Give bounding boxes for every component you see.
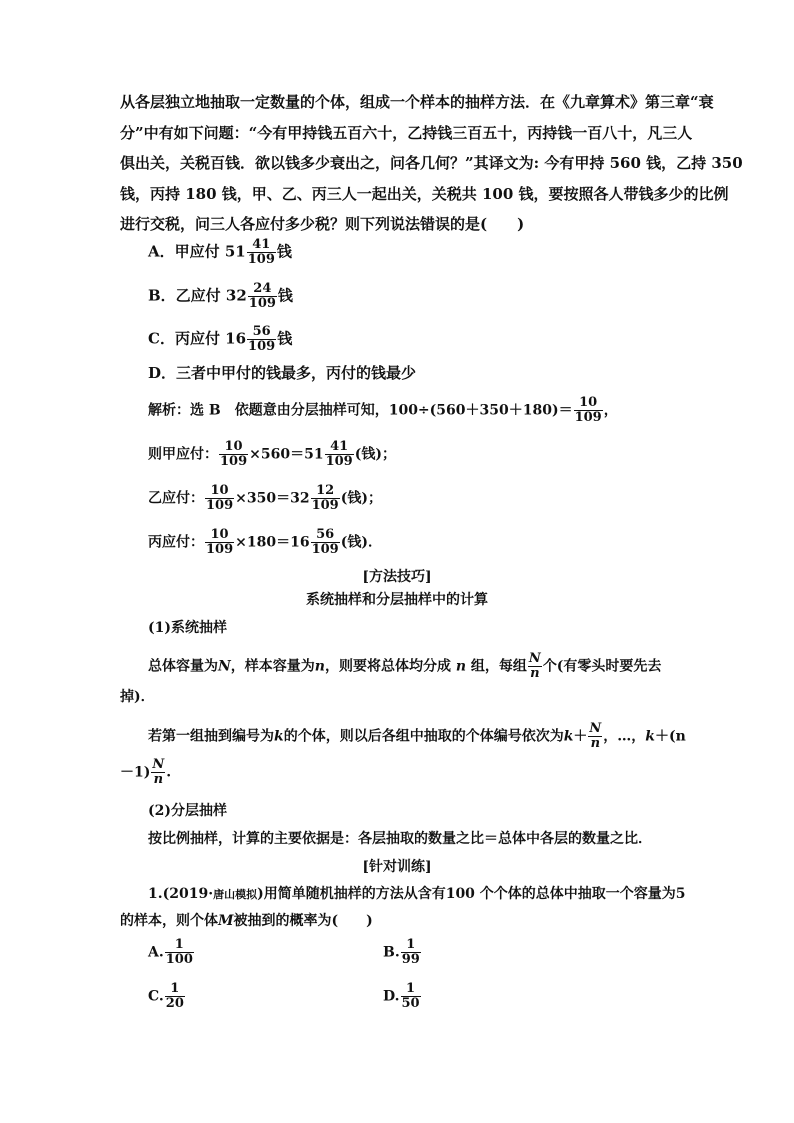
practice-question-line-1 bbox=[148, 883, 686, 906]
solution-bing-a-den: 109 bbox=[206, 542, 234, 557]
intro-line-3: 俱出关，关税百钱．欲以钱多少衰出之，问各几何？”其译文为: 今有甲持 560 钱，乙持 350 bbox=[120, 154, 743, 172]
method-sys-frac2-den: n bbox=[588, 736, 602, 751]
method-sys-para-2-line-2 bbox=[120, 758, 171, 787]
option-a-num: 41 bbox=[252, 237, 271, 252]
option-c-fraction bbox=[247, 325, 276, 354]
solution-line-1-suffix: ， bbox=[603, 402, 618, 419]
solution-yi-fraction-b bbox=[311, 484, 340, 513]
choice-c-label: C. bbox=[148, 988, 164, 1005]
method-sys-frac-num: N bbox=[528, 651, 541, 666]
choice-d-label: D. bbox=[383, 988, 400, 1005]
choice-c-fraction bbox=[165, 982, 185, 1011]
choice-a bbox=[148, 938, 195, 967]
method-sys-frac3-num: N bbox=[152, 757, 165, 772]
solution-jia-mid: ×560＝51 bbox=[249, 446, 324, 463]
option-c-num: 56 bbox=[252, 324, 271, 339]
choice-a-num: 1 bbox=[174, 937, 184, 952]
solution-yi bbox=[148, 484, 382, 513]
choice-d-num: 1 bbox=[406, 981, 416, 996]
method-strat-text: 按比例抽样，计算的主要依据是：各层抽取的数量之比＝总体中各层的数量之比． bbox=[148, 831, 652, 847]
method-sys-p2-d: ，…， bbox=[603, 728, 646, 745]
choice-d-den: 50 bbox=[401, 996, 420, 1011]
practice-q-line2-b: 被抽到的概率为( ) bbox=[233, 913, 373, 929]
method-sys-p1-e: 个(有零头时要先去 bbox=[542, 658, 662, 675]
intro-line-5: 进行交税，问三人各应付多少税？则下列说法错误的是( ) bbox=[120, 215, 525, 233]
practice-heading: [针对训练] bbox=[362, 859, 432, 875]
solution-ratio-num: 10 bbox=[579, 395, 598, 410]
solution-bing-label: 丙应付： bbox=[148, 534, 204, 551]
solution-yi-fraction-a bbox=[205, 484, 234, 513]
method-heading: [方法技巧] bbox=[362, 569, 432, 585]
method-sys-p1-b: ，样本容量为 bbox=[230, 658, 315, 675]
method-sys-n-2: n bbox=[455, 658, 467, 675]
practice-q-source: 唐山模拟 bbox=[213, 888, 258, 901]
solution-line-1-text: 解析：选 B 依题意由分层抽样可知，100÷(560＋350＋180)＝ bbox=[148, 402, 573, 419]
solution-bing-a-num: 10 bbox=[210, 527, 229, 542]
solution-yi-a-den: 109 bbox=[206, 498, 234, 513]
solution-jia-b-num: 41 bbox=[330, 439, 349, 454]
option-b-num: 24 bbox=[253, 281, 272, 296]
solution-bing-b-den: 109 bbox=[311, 542, 339, 557]
choice-b bbox=[383, 938, 422, 967]
solution-ratio-fraction bbox=[574, 396, 603, 425]
intro-line-1: 从各层独立地抽取一定数量的个体，组成一个样本的抽样方法．在《九章算术》第三章“衰 bbox=[120, 93, 714, 111]
solution-jia-fraction-a bbox=[219, 440, 248, 469]
method-sys-fraction-2 bbox=[588, 722, 602, 751]
method-sys-p1-a: 总体容量为 bbox=[148, 658, 218, 675]
solution-jia-b-den: 109 bbox=[325, 454, 353, 469]
solution-bing-mid: ×180＝16 bbox=[235, 534, 310, 551]
option-c-suffix: 钱 bbox=[277, 329, 293, 348]
practice-q-b: )用简单随机抽样的方法从含有100 个个体的总体中抽取一个容量为5 bbox=[257, 886, 686, 902]
method-sys-k-2: k bbox=[563, 728, 574, 745]
method-sys-n: n bbox=[314, 658, 325, 675]
option-a-suffix: 钱 bbox=[276, 242, 292, 261]
solution-line-1 bbox=[148, 396, 618, 425]
intro-line-2: 分”中有如下问题：“今有甲持钱五百六十，乙持钱三百五十，丙持钱一百八十，凡三人 bbox=[120, 124, 693, 142]
method-sys-p2-a: 若第一组抽到编号为 bbox=[148, 728, 274, 745]
solution-bing-fraction-b bbox=[311, 528, 340, 557]
choice-c-num: 1 bbox=[170, 981, 180, 996]
choice-b-fraction bbox=[401, 938, 421, 967]
method-sys-para-2 bbox=[148, 722, 686, 751]
method-sys-p2-line2-a: －1) bbox=[120, 764, 151, 781]
method-sys-p2-line2-b: . bbox=[166, 764, 172, 781]
option-c-prefix: C．丙应付 16 bbox=[148, 329, 247, 348]
method-sys-p1-c: ，则要将总体均分成 bbox=[324, 658, 451, 675]
option-b-den: 109 bbox=[248, 296, 276, 311]
practice-q-M: M bbox=[218, 913, 234, 929]
practice-question-line-2 bbox=[120, 910, 373, 932]
choice-a-fraction bbox=[165, 938, 194, 967]
option-b-fraction bbox=[248, 282, 277, 311]
method-sys-p2-c: ＋ bbox=[573, 728, 588, 745]
method-sys-frac3-den: n bbox=[151, 772, 165, 787]
solution-yi-mid: ×350＝32 bbox=[235, 490, 310, 507]
solution-yi-b-den: 109 bbox=[311, 498, 339, 513]
method-strat-title: (2)分层抽样 bbox=[148, 803, 227, 819]
method-sys-fraction-3 bbox=[151, 758, 165, 787]
solution-yi-suffix: (钱)； bbox=[340, 490, 382, 507]
method-sys-N: N bbox=[218, 658, 231, 675]
choice-c-den: 20 bbox=[165, 996, 184, 1011]
method-sys-title: (1)系统抽样 bbox=[148, 620, 227, 636]
option-a bbox=[148, 238, 292, 267]
choice-d-fraction bbox=[401, 982, 421, 1011]
choice-c bbox=[148, 982, 186, 1011]
option-a-fraction bbox=[247, 238, 276, 267]
method-sys-p2-b: 的个体，则以后各组中抽取的个体编号依次为 bbox=[283, 728, 564, 745]
choice-b-num: 1 bbox=[406, 937, 416, 952]
method-sys-k: k bbox=[274, 728, 284, 745]
intro-line-4: 钱，丙持 180 钱，甲、乙、丙三人一起出关，关税共 100 钱，要按照各人带钱多少的比例 bbox=[120, 185, 729, 203]
choice-a-label: A. bbox=[148, 944, 164, 961]
option-b bbox=[148, 282, 293, 311]
solution-jia-a-num: 10 bbox=[224, 439, 243, 454]
solution-yi-a-num: 10 bbox=[210, 483, 229, 498]
option-b-suffix: 钱 bbox=[277, 286, 293, 305]
option-d: D．三者中甲付的钱最多，丙付的钱最少 bbox=[148, 364, 417, 382]
solution-yi-b-num: 12 bbox=[316, 483, 335, 498]
choice-a-den: 100 bbox=[165, 952, 193, 967]
option-c bbox=[148, 325, 292, 354]
option-b-prefix: B．乙应付 32 bbox=[148, 286, 247, 305]
solution-bing bbox=[148, 528, 382, 557]
solution-bing-suffix: (钱)． bbox=[340, 534, 382, 551]
choice-b-label: B. bbox=[383, 944, 400, 961]
solution-jia-fraction-b bbox=[325, 440, 354, 469]
solution-ratio-den: 109 bbox=[574, 410, 602, 425]
practice-q-line2-a: 的样本，则个体 bbox=[120, 913, 218, 929]
method-sys-frac-den: n bbox=[528, 666, 542, 681]
method-sys-fraction bbox=[528, 652, 542, 681]
method-sys-para-1-line-2: 掉)． bbox=[120, 689, 155, 705]
option-c-den: 109 bbox=[248, 339, 276, 354]
solution-bing-fraction-a bbox=[205, 528, 234, 557]
option-a-prefix: A．甲应付 51 bbox=[148, 242, 246, 261]
method-sys-p1-d: 组，每组 bbox=[470, 658, 527, 675]
method-sys-frac2-num: N bbox=[589, 721, 602, 736]
practice-q-a: 1.(2019· bbox=[148, 886, 214, 902]
solution-jia-a-den: 109 bbox=[220, 454, 248, 469]
method-sys-p2-e: ＋(n bbox=[655, 728, 686, 745]
solution-yi-label: 乙应付： bbox=[148, 490, 204, 507]
method-sys-para-1 bbox=[148, 652, 661, 681]
solution-jia-suffix: (钱)； bbox=[354, 446, 396, 463]
choice-d bbox=[383, 982, 422, 1011]
option-a-den: 109 bbox=[247, 252, 275, 267]
choice-b-den: 99 bbox=[401, 952, 420, 967]
method-subheading: 系统抽样和分层抽样中的计算 bbox=[306, 592, 488, 608]
solution-jia bbox=[148, 440, 396, 469]
solution-bing-b-num: 56 bbox=[316, 527, 335, 542]
solution-jia-label: 则甲应付： bbox=[148, 446, 218, 463]
method-sys-k-3: k bbox=[645, 728, 655, 745]
